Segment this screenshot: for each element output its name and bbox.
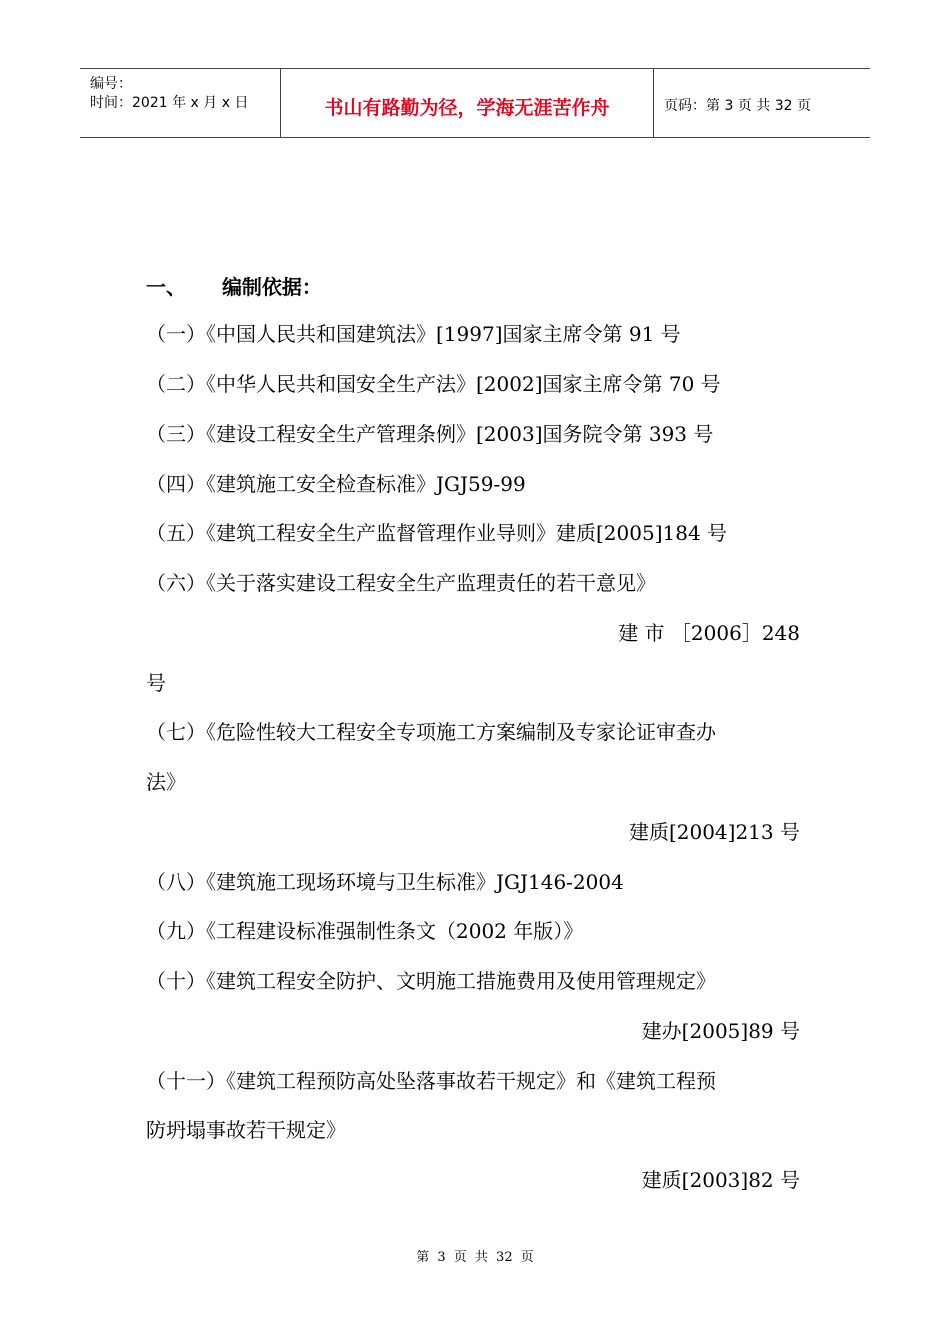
basis-item-1: （一）《中国人民共和国建筑法》[1997]国家主席令第 91 号 <box>146 322 681 346</box>
basis-item-7-ref: 建质[2004]213 号 <box>628 820 800 844</box>
section-number: 一、 <box>146 275 186 299</box>
section-heading <box>146 271 322 300</box>
basis-item-5: （五）《建筑工程安全生产监督管理作业导则》建质[2005]184 号 <box>146 521 728 545</box>
basis-item-6-ref: 建 市 ［2006］248 <box>618 621 800 645</box>
basis-item-7-cont: 法》 <box>146 770 186 794</box>
basis-item-2: （二）《中华人民共和国安全生产法》[2002]国家主席令第 70 号 <box>146 372 721 396</box>
basis-item-11-ref: 建质[2003]82 号 <box>641 1168 800 1192</box>
basis-item-11: （十一）《建筑工程预防高处坠落事故若干规定》和《建筑工程预 <box>146 1069 716 1093</box>
basis-item-3: （三）《建设工程安全生产管理条例》[2003]国务院令第 393 号 <box>146 422 714 446</box>
basis-item-6: （六）《关于落实建设工程安全生产监理责任的若干意见》 <box>146 571 656 595</box>
header-table <box>80 68 870 138</box>
basis-item-4: （四）《建筑施工安全检查标准》JGJ59-99 <box>146 472 526 496</box>
header-page-cell <box>654 69 870 137</box>
page-footer: 第 3 页 共 32 页 <box>416 1250 534 1265</box>
section-title: 编制依据： <box>221 275 322 299</box>
document-date: 时间：2021 年 x 月 x 日 <box>90 95 249 111</box>
basis-item-11-cont: 防坍塌事故若干规定》 <box>146 1118 346 1142</box>
basis-item-7: （七）《危险性较大工程安全专项施工方案编制及专家论证审查办 <box>146 720 716 744</box>
basis-item-9: （九）《工程建设标准强制性条文（2002 年版）》 <box>146 919 584 943</box>
header-page-info: 页码：第 3 页 共 32 页 <box>664 98 811 114</box>
header-motto-cell <box>281 69 654 137</box>
basis-item-6-ref-cont: 号 <box>146 671 166 695</box>
document-number-label: 编号： <box>90 76 132 92</box>
header-motto: 书山有路勤为径，学海无涯苦作舟 <box>324 97 610 119</box>
basis-item-10-ref: 建办[2005]89 号 <box>641 1019 800 1043</box>
basis-item-8: （八）《建筑施工现场环境与卫生标准》JGJ146-2004 <box>146 870 624 894</box>
basis-item-10: （十）《建筑工程安全防护、文明施工措施费用及使用管理规定》 <box>146 969 716 993</box>
header-meta-cell <box>80 69 281 137</box>
